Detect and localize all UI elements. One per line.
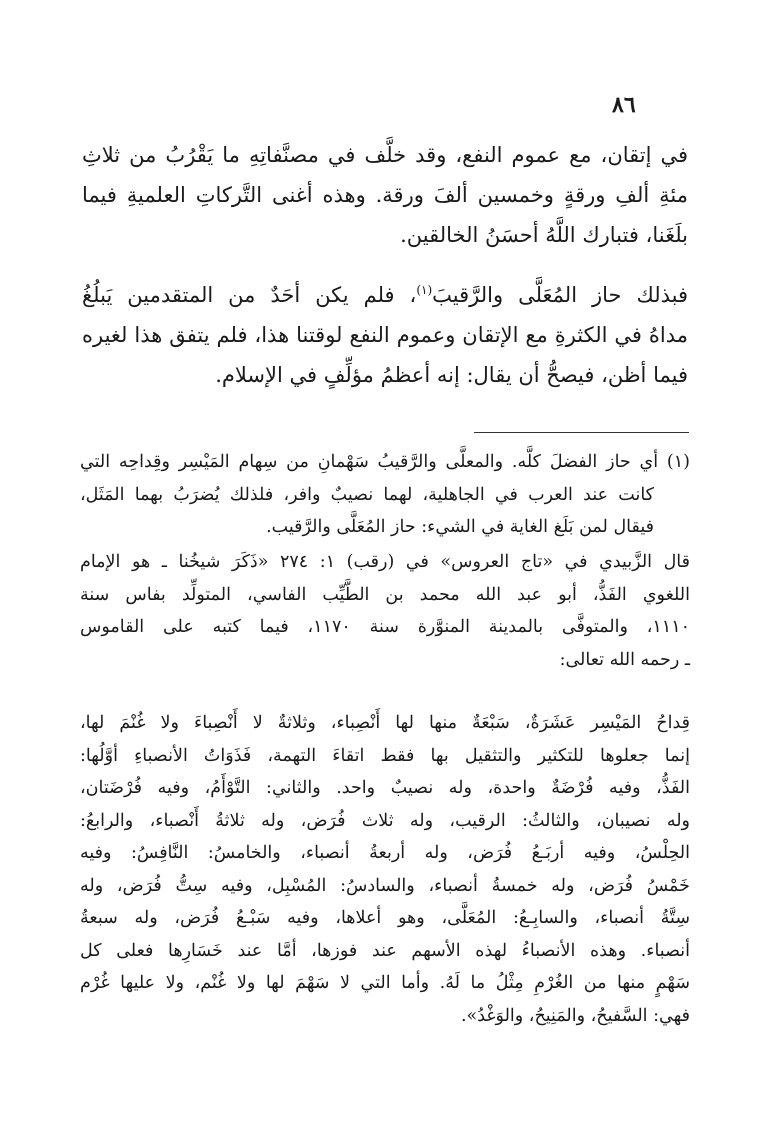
text-segment: فبذلك حاز المُعَلَّى والرَّقيبَ (432, 283, 688, 307)
footnote-line: وله نصيبان، والثالثُ: الرقيب، وله ثلاث فُرَض، وله ثلاثةُ أَنْصباء، والرابعُ: (80, 810, 690, 831)
text-line: مئةِ ألفِ ورقةٍ وخمسين ألفَ ورقة. وهذه أغنى التَّركاتِ العلميةِ فيما (82, 183, 688, 207)
text-line: بلَغَنا، فتبارك اللَّهُ أحسَنُ الخالقين. (400, 223, 688, 247)
footnote-line: خَمْسُ فُرَض، وله خمسةُ أنصباء، والسادسُ: المُسْبِل، وفيه سِتُّ فُرَض، وله (80, 875, 690, 896)
body-paragraph-2 (82, 275, 688, 395)
footnote-line: ١١١٠، والمتوفَّى بالمدينة المنوَّرة سنة ١١٧٠، فيما كتبه على القاموس (80, 617, 690, 637)
text-line: في إتقان، مع عموم النفع، وقد خلَّف في مصنَّفاتِهِ ما يَقْرُبُ من ثلاثِ (82, 143, 688, 167)
text-line (82, 275, 688, 315)
footnote-line: إنما جعلوها للتكثير والتثقيل بها فقط اتقاءَ التهمة، فَذَوَاتُ الأنصباءِ أوَّلُها: (80, 745, 690, 766)
footnote-line: الحِلْسُ، وفيه أربَـعُ فُرَض، وله أربعةُ أنصباء، والخامسُ: النَّافِسُ: وفيه (80, 843, 690, 863)
footnote-line: سِتَّةُ أنصباء، والسابِـعُ: المُعَلَّى، وهو أعلاها، وفيه سَبْـعُ فُرَض، وله سبعةُ (80, 908, 690, 928)
footnote-separator (474, 432, 689, 433)
page-number: ٨٦ (612, 92, 636, 118)
text-line: فيما أظن، فيصحُّ أن يقال: إنه أعظمُ مؤلِّفٍ في الإسلام. (215, 363, 688, 387)
footnote-line: كانت عند العرب في الجاهلية، لهما نصيبٌ وافر، فلذلك يُضرَبُ بهما المَثَل، (80, 484, 654, 505)
footnote-reference[interactable]: (١) (416, 283, 433, 297)
footnote-line: قِداحُ المَيْسِر عَشَرَةٌ، سَبْعَةٌ منها لها أَنْصِباء، وثلاثةٌ لا أَنْصِباءَ ولا غُنْمَ لها، (80, 713, 690, 733)
footnote-line: اللغوي الفَذُّ، أبو عبد الله محمد بن الطَّيِّب الفاسي، المتولِّد بفاس سنة (80, 584, 690, 605)
footnote-quote-intro (80, 546, 690, 676)
text-line: مداهُ في الكثرةِ مع الإتقان وعموم النفع لوقتنا هذا، فلم يتفق هذا لغيره (82, 323, 688, 347)
footnote-quote (80, 707, 690, 1032)
footnote-line: سَهْمٍ منها من الغُرْمِ مِثْلُ ما لَهُ. وأما التي لا سَهْمَ لها ولا غُنْم، ولا عليها غُرْم (80, 973, 690, 993)
footnote-line: فيقال لمن بَلَغ الغاية في الشيء: حاز المُعَلَّى والرَّقيب. (266, 517, 654, 537)
footnote-line: قال الزَّبيدي في «تاج العروس» في (رقب) ١: ٢٧٤ «ذَكَرَ شيخُنا ـ هو الإمام (80, 552, 690, 572)
footnote-line: الفَذُّ، وفيه فُرْضَةٌ واحدة، وله نصيبٌ واحد. والثاني: التَّوْأَمُ، وفيه فُرْضَتان، (80, 778, 690, 798)
footnote-line: (١) أي حاز الفضلَ كلَّه. والمعلَّى والرَّقيبُ سَهْمانِ من سِهام المَيْسِر وقِداحِه التي (80, 452, 690, 472)
footnote-line: أنصباء. وهذه الأنصباءُ لهذه الأسهم عند فوزها، أمَّا عند خَسَارِها فعلى كل (80, 940, 690, 961)
body-paragraph-1 (82, 135, 688, 255)
footnote-line: ـ رحمه الله تعالى: (559, 649, 690, 670)
footnote-line: فهي: السَّفيحُ، والمَنِيحُ، والوَغْدُ». (460, 1005, 690, 1026)
footnote-1 (80, 446, 690, 544)
text-segment: ، فلم يكن أحَدٌ من المتقدمين يَبلُغُ (82, 283, 417, 307)
